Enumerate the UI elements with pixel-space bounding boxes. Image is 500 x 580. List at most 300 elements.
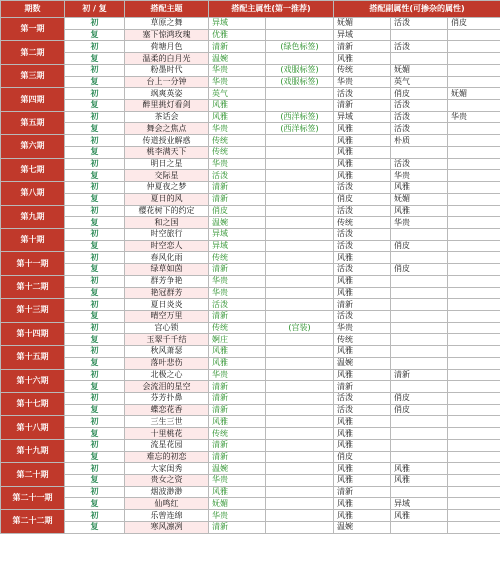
- table-row: [1, 486, 500, 498]
- main-attr-tag-cell: [266, 346, 334, 358]
- sub-attr-cell: 俏皮: [391, 264, 448, 276]
- main-attr-tag-cell: [266, 381, 334, 393]
- main-attr-cell: 风雅: [209, 111, 266, 123]
- sub-attr-cell: [391, 381, 448, 393]
- sub-attr-cell: [391, 416, 448, 428]
- main-attr-cell: 风雅: [209, 346, 266, 358]
- theme-cell: 春风化雨: [125, 252, 209, 264]
- sub-attr-cell: [448, 439, 500, 451]
- table-row: [1, 416, 500, 428]
- main-attr-cell: 清新: [209, 439, 266, 451]
- sub-attr-cell: [391, 252, 448, 264]
- sub-attr-cell: 华贵: [391, 170, 448, 182]
- main-attr-cell: 华贵: [209, 76, 266, 88]
- main-attr-tag-cell: [266, 170, 334, 182]
- step-cell: 初: [65, 228, 125, 240]
- sub-attr-cell: 清新: [334, 486, 391, 498]
- sub-attr-cell: [391, 486, 448, 498]
- main-attr-tag-cell: [266, 287, 334, 299]
- sub-attr-cell: [448, 240, 500, 252]
- sub-attr-cell: 温婉: [334, 521, 391, 533]
- main-attr-tag-cell: [266, 369, 334, 381]
- theme-cell: 交际星: [125, 170, 209, 182]
- step-cell: 初: [65, 393, 125, 405]
- sub-attr-cell: 英气: [391, 76, 448, 88]
- theme-cell: 桃李满天下: [125, 146, 209, 158]
- main-attr-cell: 华贵: [209, 475, 266, 487]
- step-cell: 初: [65, 369, 125, 381]
- theme-cell: 和之国: [125, 217, 209, 229]
- sub-attr-cell: 传统: [334, 64, 391, 76]
- main-attr-tag-cell: [266, 334, 334, 346]
- table-row: [1, 428, 500, 440]
- sub-attr-cell: [391, 310, 448, 322]
- main-attr-cell: 清新: [209, 182, 266, 194]
- theme-cell: 落叶悲伤: [125, 357, 209, 369]
- step-cell: 复: [65, 381, 125, 393]
- main-attr-cell: 异域: [209, 228, 266, 240]
- period-cell: 第六期: [1, 135, 65, 158]
- sub-attr-cell: 温婉: [334, 357, 391, 369]
- table-row: [1, 439, 500, 451]
- period-cell: 第十一期: [1, 252, 65, 275]
- theme-cell: 仙鸣红: [125, 498, 209, 510]
- main-attr-cell: 婀庄: [209, 334, 266, 346]
- main-attr-cell: 异域: [209, 18, 266, 30]
- period-cell: 第二十二期: [1, 510, 65, 533]
- sub-attr-cell: 清新: [334, 299, 391, 311]
- main-attr-cell: 华贵: [209, 287, 266, 299]
- main-attr-cell: 清新: [209, 193, 266, 205]
- sub-attr-cell: [448, 205, 500, 217]
- step-cell: 初: [65, 346, 125, 358]
- step-cell: 复: [65, 428, 125, 440]
- main-attr-cell: 风雅: [209, 486, 266, 498]
- sub-attr-cell: [448, 193, 500, 205]
- header-main-attr: 搭配主属性(第一推荐): [209, 1, 334, 18]
- period-cell: 第二期: [1, 41, 65, 64]
- step-cell: 初: [65, 439, 125, 451]
- step-cell: 复: [65, 123, 125, 135]
- sub-attr-cell: 活泼: [334, 404, 391, 416]
- theme-cell: 难忘的初恋: [125, 451, 209, 463]
- sub-attr-cell: 风雅: [334, 346, 391, 358]
- step-cell: 复: [65, 404, 125, 416]
- sub-attr-cell: [448, 100, 500, 112]
- table-row: [1, 510, 500, 522]
- sub-attr-cell: 俏皮: [334, 193, 391, 205]
- step-cell: 复: [65, 451, 125, 463]
- main-attr-cell: 华贵: [209, 158, 266, 170]
- sub-attr-cell: [391, 521, 448, 533]
- main-attr-cell: 华贵: [209, 275, 266, 287]
- theme-cell: 流星花园: [125, 439, 209, 451]
- step-cell: 初: [65, 416, 125, 428]
- theme-cell: 明日之星: [125, 158, 209, 170]
- table-row: [1, 182, 500, 194]
- table-row: [1, 346, 500, 358]
- main-attr-tag-cell: [266, 29, 334, 41]
- sub-attr-cell: [391, 228, 448, 240]
- sub-attr-cell: 风雅: [334, 275, 391, 287]
- theme-cell: 夏日的风: [125, 193, 209, 205]
- period-cell: 第三期: [1, 64, 65, 87]
- sub-attr-cell: 活泼: [391, 158, 448, 170]
- sub-attr-cell: [448, 334, 500, 346]
- step-cell: 初: [65, 41, 125, 53]
- sub-attr-cell: [448, 416, 500, 428]
- period-cell: 第十六期: [1, 369, 65, 392]
- sub-attr-cell: 风雅: [334, 53, 391, 65]
- main-attr-cell: 活泼: [209, 299, 266, 311]
- step-cell: 复: [65, 100, 125, 112]
- table-row: [1, 123, 500, 135]
- theme-cell: 乐曾连绵: [125, 510, 209, 522]
- main-attr-tag-cell: [266, 135, 334, 147]
- sub-attr-cell: 活泼: [334, 182, 391, 194]
- sub-attr-cell: 活泼: [334, 205, 391, 217]
- table-row: [1, 463, 500, 475]
- main-attr-tag-cell: [266, 217, 334, 229]
- sub-attr-cell: [448, 404, 500, 416]
- theme-cell: 舞会之焦点: [125, 123, 209, 135]
- table-row: [1, 146, 500, 158]
- main-attr-tag-cell: (戏服标签): [266, 64, 334, 76]
- main-attr-tag-cell: [266, 299, 334, 311]
- step-cell: 复: [65, 287, 125, 299]
- sub-attr-cell: [448, 182, 500, 194]
- main-attr-tag-cell: [266, 182, 334, 194]
- step-cell: 初: [65, 322, 125, 334]
- table-row: [1, 451, 500, 463]
- sub-attr-cell: [448, 310, 500, 322]
- main-attr-cell: 传统: [209, 428, 266, 440]
- table-row: [1, 158, 500, 170]
- theme-cell: 荷塘月色: [125, 41, 209, 53]
- main-attr-cell: 清新: [209, 381, 266, 393]
- sub-attr-cell: 华贵: [334, 322, 391, 334]
- period-cell: 第一期: [1, 18, 65, 41]
- period-cell: 第五期: [1, 111, 65, 134]
- sub-attr-cell: 清新: [391, 369, 448, 381]
- sub-attr-cell: [448, 299, 500, 311]
- main-attr-cell: 清新: [209, 41, 266, 53]
- main-attr-tag-cell: [266, 486, 334, 498]
- sub-attr-cell: [448, 357, 500, 369]
- period-cell: 第四期: [1, 88, 65, 111]
- main-attr-tag-cell: (宫装): [266, 322, 334, 334]
- sub-attr-cell: [391, 346, 448, 358]
- main-attr-tag-cell: [266, 240, 334, 252]
- sub-attr-cell: [448, 135, 500, 147]
- table-row: [1, 240, 500, 252]
- sub-attr-cell: 活泼: [334, 264, 391, 276]
- sub-attr-cell: 活泼: [334, 88, 391, 100]
- sub-attr-cell: 俏皮: [391, 88, 448, 100]
- sub-attr-cell: [391, 428, 448, 440]
- sub-attr-cell: 异域: [334, 29, 391, 41]
- table-row: [1, 404, 500, 416]
- sub-attr-cell: 妩媚: [391, 64, 448, 76]
- theme-cell: 群芳争艳: [125, 275, 209, 287]
- main-attr-cell: 风雅: [209, 357, 266, 369]
- sub-attr-cell: 风雅: [334, 135, 391, 147]
- sub-attr-cell: [448, 498, 500, 510]
- step-cell: 初: [65, 275, 125, 287]
- theme-cell: 温柔的白月光: [125, 53, 209, 65]
- main-attr-cell: 温婉: [209, 463, 266, 475]
- sub-attr-cell: [448, 510, 500, 522]
- main-attr-cell: 温婉: [209, 217, 266, 229]
- table-row: [1, 76, 500, 88]
- main-attr-cell: 传统: [209, 252, 266, 264]
- sub-attr-cell: 俏皮: [391, 393, 448, 405]
- sub-attr-cell: [391, 322, 448, 334]
- table-row: [1, 393, 500, 405]
- sub-attr-cell: 妩媚: [448, 88, 500, 100]
- sub-attr-cell: 风雅: [391, 463, 448, 475]
- step-cell: 复: [65, 240, 125, 252]
- step-cell: 复: [65, 146, 125, 158]
- period-cell: 第十四期: [1, 322, 65, 345]
- main-attr-cell: 传统: [209, 135, 266, 147]
- theme-cell: 艳冠群芳: [125, 287, 209, 299]
- table-row: [1, 64, 500, 76]
- period-cell: 第十三期: [1, 299, 65, 322]
- step-cell: 初: [65, 205, 125, 217]
- theme-cell: 醉里挑灯看剑: [125, 100, 209, 112]
- sub-attr-cell: [448, 217, 500, 229]
- theme-cell: 塞下惊鸿玫瑰: [125, 29, 209, 41]
- main-attr-tag-cell: [266, 404, 334, 416]
- table-row: [1, 475, 500, 487]
- sub-attr-cell: 华贵: [334, 76, 391, 88]
- period-cell: 第八期: [1, 182, 65, 205]
- main-attr-tag-cell: (绿色标签): [266, 41, 334, 53]
- theme-cell: 玉翠千千结: [125, 334, 209, 346]
- sub-attr-cell: [448, 381, 500, 393]
- sub-attr-cell: [448, 486, 500, 498]
- table-row: [1, 193, 500, 205]
- step-cell: 初: [65, 88, 125, 100]
- sub-attr-cell: [391, 357, 448, 369]
- table-row: [1, 88, 500, 100]
- step-cell: 初: [65, 64, 125, 76]
- table-row: [1, 100, 500, 112]
- sub-attr-cell: 风雅: [334, 463, 391, 475]
- main-attr-tag-cell: (戏服标签): [266, 76, 334, 88]
- main-attr-tag-cell: [266, 252, 334, 264]
- sub-attr-cell: 活泼: [334, 310, 391, 322]
- sub-attr-cell: 风雅: [334, 369, 391, 381]
- main-attr-tag-cell: [266, 228, 334, 240]
- main-attr-tag-cell: [266, 158, 334, 170]
- main-attr-tag-cell: [266, 416, 334, 428]
- main-attr-cell: 华贵: [209, 123, 266, 135]
- sub-attr-cell: [448, 29, 500, 41]
- table-row: [1, 170, 500, 182]
- theme-cell: 绿草如茵: [125, 264, 209, 276]
- period-cell: 第十八期: [1, 416, 65, 439]
- main-attr-tag-cell: [266, 275, 334, 287]
- sub-attr-cell: 朴质: [391, 135, 448, 147]
- sub-attr-cell: [448, 287, 500, 299]
- table-row: [1, 275, 500, 287]
- sub-attr-cell: [391, 29, 448, 41]
- sub-attr-cell: 俏皮: [391, 240, 448, 252]
- sub-attr-cell: 异域: [391, 498, 448, 510]
- sub-attr-cell: 活泼: [391, 41, 448, 53]
- step-cell: 复: [65, 53, 125, 65]
- main-attr-cell: 活泼: [209, 170, 266, 182]
- table-row: [1, 299, 500, 311]
- main-attr-cell: 华贵: [209, 369, 266, 381]
- step-cell: 初: [65, 182, 125, 194]
- theme-cell: 粉墨时代: [125, 64, 209, 76]
- sub-attr-cell: 活泼: [391, 111, 448, 123]
- table-row: [1, 29, 500, 41]
- theme-cell: 十里桃花: [125, 428, 209, 440]
- main-attr-tag-cell: [266, 146, 334, 158]
- main-attr-tag-cell: [266, 310, 334, 322]
- sub-attr-cell: 俏皮: [448, 18, 500, 30]
- step-cell: 复: [65, 217, 125, 229]
- theme-cell: 台上一分钟: [125, 76, 209, 88]
- main-attr-tag-cell: [266, 510, 334, 522]
- sub-attr-cell: [448, 451, 500, 463]
- header-step: 初 / 复: [65, 1, 125, 18]
- main-attr-cell: 风雅: [209, 100, 266, 112]
- sub-attr-cell: [391, 451, 448, 463]
- main-attr-cell: 清新: [209, 310, 266, 322]
- table-row: [1, 322, 500, 334]
- step-cell: 初: [65, 463, 125, 475]
- sub-attr-cell: [448, 53, 500, 65]
- step-cell: 初: [65, 135, 125, 147]
- step-cell: 复: [65, 334, 125, 346]
- main-attr-tag-cell: [266, 439, 334, 451]
- theme-cell: 茶话会: [125, 111, 209, 123]
- period-cell: 第十期: [1, 228, 65, 251]
- main-attr-tag-cell: [266, 205, 334, 217]
- sub-attr-cell: 妩媚: [391, 193, 448, 205]
- theme-cell: 贵女之资: [125, 475, 209, 487]
- main-attr-cell: 温婉: [209, 53, 266, 65]
- table-row: [1, 41, 500, 53]
- sub-attr-cell: 传统: [334, 334, 391, 346]
- sub-attr-cell: 传统: [334, 217, 391, 229]
- sub-attr-cell: [448, 264, 500, 276]
- sub-attr-cell: 俏皮: [334, 451, 391, 463]
- sub-attr-cell: [448, 76, 500, 88]
- main-attr-cell: 清新: [209, 521, 266, 533]
- table-row: [1, 521, 500, 533]
- sub-attr-cell: [391, 299, 448, 311]
- sub-attr-cell: 华贵: [448, 111, 500, 123]
- main-attr-cell: 传统: [209, 146, 266, 158]
- sub-attr-cell: [391, 53, 448, 65]
- sub-attr-cell: 清新: [334, 100, 391, 112]
- step-cell: 复: [65, 498, 125, 510]
- sub-attr-cell: [448, 428, 500, 440]
- theme-cell: 会流泪的星空: [125, 381, 209, 393]
- table-row: [1, 498, 500, 510]
- sub-attr-cell: 活泼: [334, 228, 391, 240]
- step-cell: 复: [65, 29, 125, 41]
- step-cell: 复: [65, 521, 125, 533]
- main-attr-tag-cell: [266, 193, 334, 205]
- main-attr-cell: 华贵: [209, 510, 266, 522]
- theme-cell: 蝶恋花香: [125, 404, 209, 416]
- main-attr-cell: 清新: [209, 404, 266, 416]
- sub-attr-cell: 清新: [334, 381, 391, 393]
- theme-cell: 时空旅行: [125, 228, 209, 240]
- period-cell: 第七期: [1, 158, 65, 181]
- sub-attr-cell: [448, 64, 500, 76]
- sub-attr-cell: 风雅: [334, 439, 391, 451]
- main-attr-cell: 异域: [209, 240, 266, 252]
- step-cell: 初: [65, 299, 125, 311]
- sub-attr-cell: [391, 334, 448, 346]
- table-row: [1, 287, 500, 299]
- sub-attr-cell: 风雅: [391, 205, 448, 217]
- sub-attr-cell: 妩媚: [334, 18, 391, 30]
- period-cell: 第十九期: [1, 439, 65, 462]
- sub-attr-cell: 活泼: [391, 100, 448, 112]
- period-cell: 第二十期: [1, 463, 65, 486]
- theme-cell: 时空恋人: [125, 240, 209, 252]
- theme-cell: 草原之舞: [125, 18, 209, 30]
- header-row: [1, 1, 500, 18]
- sub-attr-cell: [448, 369, 500, 381]
- table-row: [1, 369, 500, 381]
- sub-attr-cell: [448, 346, 500, 358]
- main-attr-cell: 清新: [209, 451, 266, 463]
- table-row: [1, 18, 500, 30]
- sub-attr-cell: 风雅: [334, 146, 391, 158]
- sub-attr-cell: [391, 146, 448, 158]
- step-cell: 初: [65, 158, 125, 170]
- table-row: [1, 264, 500, 276]
- main-attr-tag-cell: [266, 521, 334, 533]
- table-row: [1, 334, 500, 346]
- main-attr-tag-cell: [266, 264, 334, 276]
- main-attr-tag-cell: [266, 428, 334, 440]
- sub-attr-cell: 风雅: [334, 123, 391, 135]
- sub-attr-cell: 风雅: [334, 158, 391, 170]
- step-cell: 复: [65, 264, 125, 276]
- sub-attr-cell: 俏皮: [391, 404, 448, 416]
- header-period: 期数: [1, 1, 65, 18]
- sub-attr-cell: [448, 252, 500, 264]
- sub-attr-cell: 风雅: [334, 498, 391, 510]
- table-row: [1, 53, 500, 65]
- main-attr-tag-cell: [266, 100, 334, 112]
- main-attr-tag-cell: [266, 393, 334, 405]
- sub-attr-cell: [448, 463, 500, 475]
- step-cell: 初: [65, 252, 125, 264]
- sub-attr-cell: 风雅: [391, 475, 448, 487]
- theme-cell: 大家闺秀: [125, 463, 209, 475]
- table-row: [1, 310, 500, 322]
- theme-cell: 寒风凛冽: [125, 521, 209, 533]
- sub-attr-cell: 风雅: [334, 252, 391, 264]
- period-cell: 第十五期: [1, 346, 65, 369]
- main-attr-tag-cell: [266, 475, 334, 487]
- step-cell: 复: [65, 193, 125, 205]
- theme-cell: 烟波渺渺: [125, 486, 209, 498]
- theme-cell: 宫心锁: [125, 322, 209, 334]
